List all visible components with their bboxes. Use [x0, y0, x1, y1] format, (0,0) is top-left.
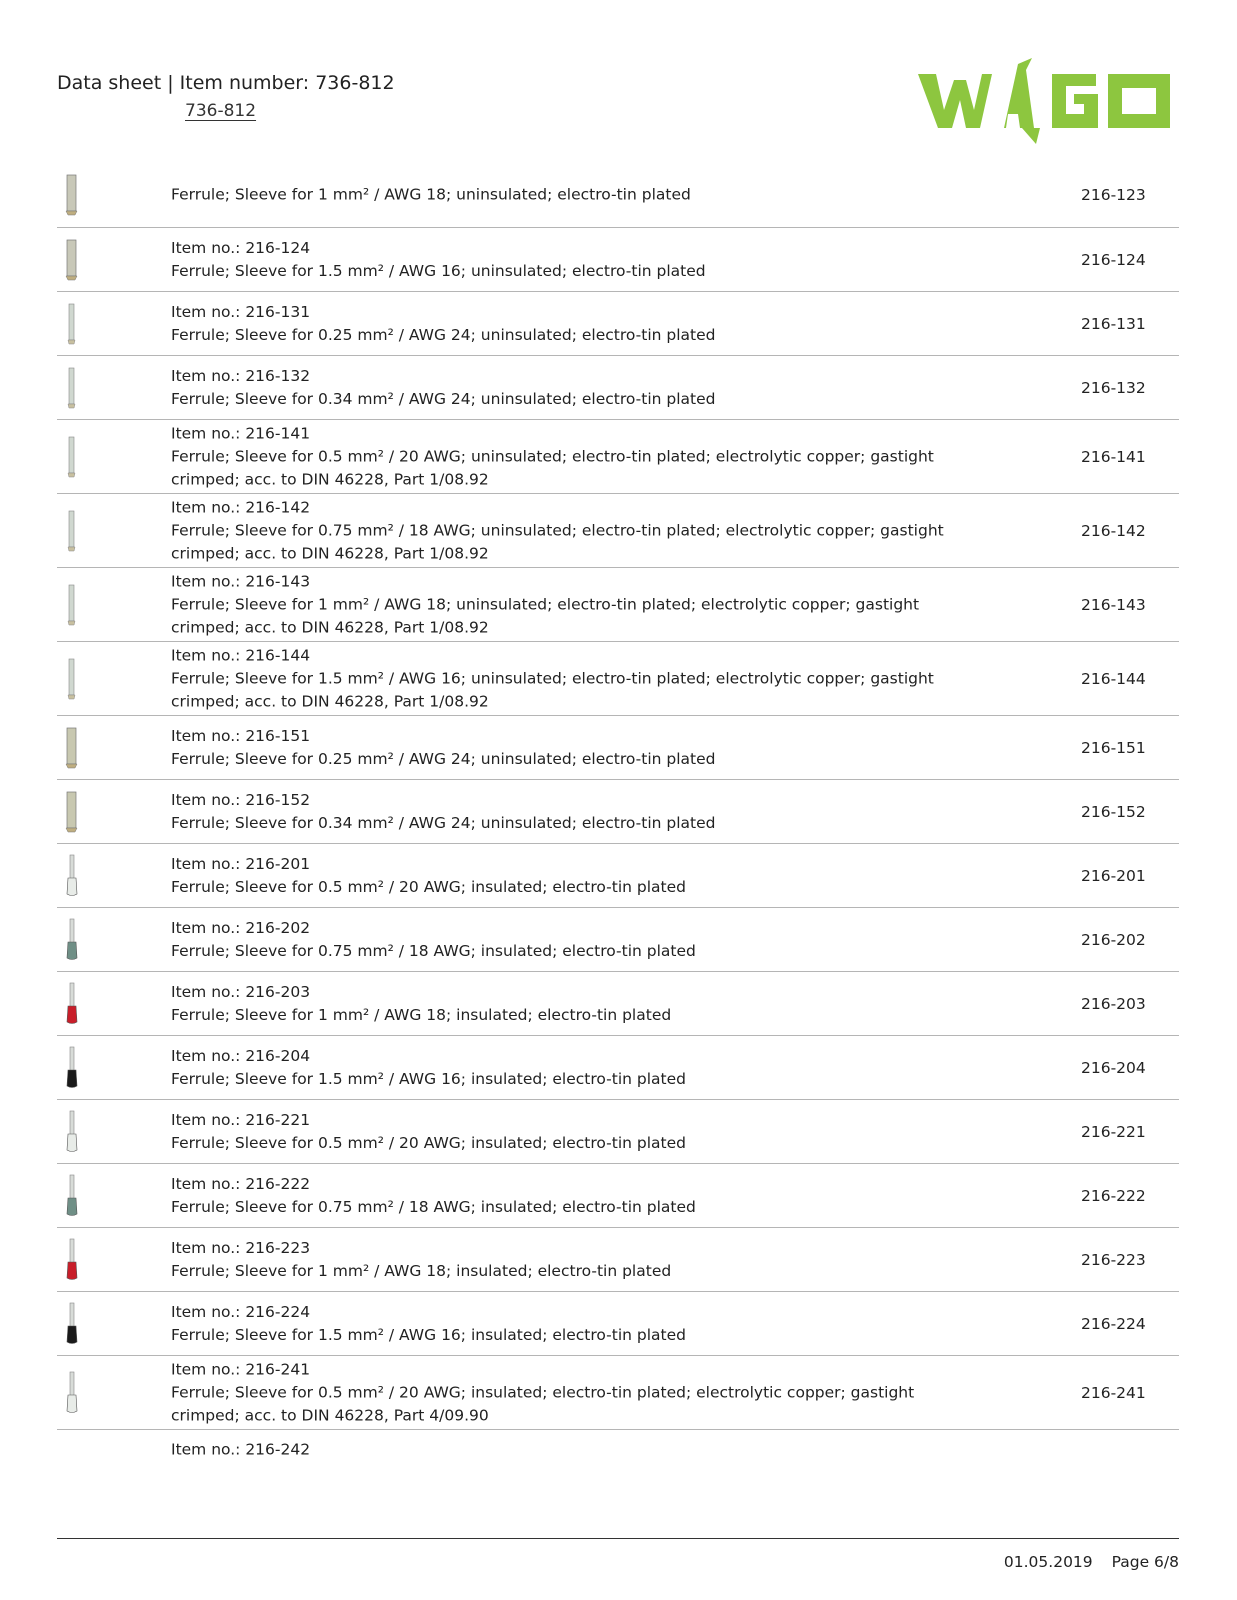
part-number: 216-132 [1081, 378, 1146, 397]
table-row [57, 1036, 1179, 1100]
part-number: 216-223 [1081, 1250, 1146, 1269]
item-description-text: Ferrule; Sleeve for 0.75 mm² / 18 AWG; insulated; electro-tin plated [171, 1197, 696, 1216]
item-number-label: Item no.: 216-224 [171, 1302, 311, 1321]
item-description [171, 365, 979, 411]
table-row [57, 228, 1179, 292]
table-row [57, 292, 1179, 356]
page-title: Data sheet | Item number: 736-812 [57, 72, 395, 94]
item-number-label: Item no.: 216-143 [171, 572, 311, 590]
ferrule-icon [61, 657, 83, 701]
item-description [171, 1173, 979, 1219]
item-number-label: Item no.: 216-151 [171, 726, 311, 745]
part-number: 216-124 [1081, 250, 1146, 269]
item-number-label: Item no.: 216-221 [171, 1110, 311, 1129]
part-number: 216-131 [1081, 314, 1146, 333]
item-description [171, 644, 979, 713]
ferrule-icon [61, 302, 83, 346]
part-number: 216-123 [1081, 185, 1146, 204]
ferrule-icon [61, 509, 83, 553]
item-number-label: Item no.: 216-144 [171, 646, 311, 664]
part-number: 216-152 [1081, 802, 1146, 821]
table-row [57, 908, 1179, 972]
item-description-text: Ferrule; Sleeve for 1.5 mm² / AWG 16; uninsulated; electro-tin plated; electrolytic copper; gastight crimped; acc. to DIN 46228, Part 1/08.92 [171, 669, 934, 710]
table-row [57, 716, 1179, 780]
part-number: 216-144 [1081, 669, 1146, 688]
table-row [57, 1164, 1179, 1228]
part-number: 216-202 [1081, 930, 1146, 949]
item-description-text: Ferrule; Sleeve for 1 mm² / AWG 18; insulated; electro-tin plated [171, 1261, 672, 1280]
table-row [57, 420, 1179, 494]
item-description-text: Ferrule; Sleeve for 0.5 mm² / 20 AWG; uninsulated; electro-tin plated; electrolytic copper; gastight crimped; acc. to DIN 46228, Part 1/08.92 [171, 447, 934, 488]
item-description-text: Ferrule; Sleeve for 1 mm² / AWG 18; uninsulated; electro-tin plated [171, 185, 691, 203]
table-row [57, 494, 1179, 568]
table-row [57, 972, 1179, 1036]
table-row [57, 1292, 1179, 1356]
ferrule-icon [61, 366, 83, 410]
item-description [171, 422, 979, 491]
item-description-text: Ferrule; Sleeve for 0.25 mm² / AWG 24; uninsulated; electro-tin plated [171, 325, 716, 344]
item-description [171, 496, 979, 565]
ferrule-icon [61, 854, 83, 898]
table-row [57, 844, 1179, 908]
item-description-text: Ferrule; Sleeve for 1.5 mm² / AWG 16; insulated; electro-tin plated [171, 1325, 686, 1344]
part-number: 216-222 [1081, 1186, 1146, 1205]
item-description [171, 981, 979, 1027]
item-description-text: Ferrule; Sleeve for 1 mm² / AWG 18; uninsulated; electro-tin plated; electrolytic copper; gastight crimped; acc. to DIN 46228, Part 1/08.92 [171, 595, 920, 636]
item-number-label: Item no.: 216-124 [171, 238, 311, 257]
footer [990, 1553, 1179, 1571]
part-number: 216-151 [1081, 738, 1146, 757]
ferrule-icon [61, 1110, 83, 1154]
wago-logo [918, 58, 1176, 144]
ferrule-icon [61, 790, 83, 834]
table-row [57, 356, 1179, 420]
part-number: 216-221 [1081, 1122, 1146, 1141]
item-number-label: Item no.: 216-131 [171, 302, 311, 321]
item-description-text: Ferrule; Sleeve for 0.34 mm² / AWG 24; uninsulated; electro-tin plated [171, 389, 716, 408]
item-number-label: Item no.: 216-142 [171, 498, 311, 516]
item-description [171, 1301, 979, 1347]
item-description [171, 917, 979, 963]
item-list [57, 162, 1179, 1470]
part-number: 216-241 [1081, 1383, 1146, 1402]
item-description [171, 237, 979, 283]
ferrule-icon [61, 1174, 83, 1218]
part-number: 216-201 [1081, 866, 1146, 885]
item-number-label: Item no.: 216-242 [171, 1440, 311, 1459]
footer-date: 01.05.2019 [1003, 1553, 1093, 1571]
item-description-text: Ferrule; Sleeve for 0.25 mm² / AWG 24; uninsulated; electro-tin plated [171, 749, 716, 768]
item-number-label: Item no.: 216-241 [171, 1360, 311, 1378]
table-row [57, 642, 1179, 716]
item-description-text: Ferrule; Sleeve for 1.5 mm² / AWG 16; uninsulated; electro-tin plated [171, 261, 706, 280]
item-number-label: Item no.: 216-222 [171, 1174, 311, 1193]
item-description-text: Ferrule; Sleeve for 0.5 mm² / 20 AWG; insulated; electro-tin plated [171, 1133, 686, 1152]
ferrule-icon [61, 918, 83, 962]
item-description-text: Ferrule; Sleeve for 0.34 mm² / AWG 24; uninsulated; electro-tin plated [171, 813, 716, 832]
table-row [57, 1356, 1179, 1430]
item-number-label: Item no.: 216-152 [171, 790, 311, 809]
item-description [171, 789, 979, 835]
ferrule-icon [61, 982, 83, 1026]
item-number-label: Item no.: 216-223 [171, 1238, 311, 1257]
part-number: 216-204 [1081, 1058, 1146, 1077]
table-row [57, 568, 1179, 642]
part-number: 216-142 [1081, 521, 1146, 540]
part-number: 216-203 [1081, 994, 1146, 1013]
part-number: 216-143 [1081, 595, 1146, 614]
item-description [171, 853, 979, 899]
item-description-text: Ferrule; Sleeve for 0.75 mm² / 18 AWG; insulated; electro-tin plated [171, 941, 696, 960]
item-description-text: Ferrule; Sleeve for 1.5 mm² / AWG 16; insulated; electro-tin plated [171, 1069, 686, 1088]
ferrule-icon [61, 583, 83, 627]
item-number-link[interactable]: 736-812 [185, 101, 257, 121]
footer-divider [57, 1538, 1179, 1539]
item-number-label: Item no.: 216-132 [171, 366, 311, 385]
item-description [171, 1045, 979, 1091]
item-number-label: Item no.: 216-202 [171, 918, 311, 937]
item-number-label: Item no.: 216-201 [171, 854, 311, 873]
footer-page: Page 6/8 [1111, 1553, 1179, 1571]
item-description [171, 725, 979, 771]
part-number: 216-224 [1081, 1314, 1146, 1333]
item-description [171, 183, 979, 206]
item-number-label: Item no.: 216-203 [171, 982, 311, 1001]
item-description [171, 570, 979, 639]
table-row [57, 1100, 1179, 1164]
ferrule-icon [61, 238, 83, 282]
table-row [57, 780, 1179, 844]
item-description [171, 1237, 979, 1283]
item-description-text: Ferrule; Sleeve for 0.5 mm² / 20 AWG; insulated; electro-tin plated; electrolytic copper; gastight crimped; acc. to DIN 46228, Part 4/09.90 [171, 1383, 915, 1424]
item-description-text: Ferrule; Sleeve for 1 mm² / AWG 18; insulated; electro-tin plated [171, 1005, 672, 1024]
ferrule-icon [61, 1302, 83, 1346]
item-description-text: Ferrule; Sleeve for 0.75 mm² / 18 AWG; uninsulated; electro-tin plated; electrolytic copper; gastight crimped; acc. to DIN 46228, Part 1/08.92 [171, 521, 944, 562]
ferrule-icon [61, 1238, 83, 1282]
item-description-text: Ferrule; Sleeve for 0.5 mm² / 20 AWG; insulated; electro-tin plated [171, 877, 686, 896]
item-number-label: Item no.: 216-141 [171, 424, 311, 442]
table-row [57, 1430, 1179, 1470]
ferrule-icon [61, 726, 83, 770]
ferrule-icon [61, 1046, 83, 1090]
part-number: 216-141 [1081, 447, 1146, 466]
ferrule-icon [61, 1371, 83, 1415]
table-row [57, 162, 1179, 228]
ferrule-icon [61, 173, 83, 217]
item-description [171, 1109, 979, 1155]
item-number-label: Item no.: 216-204 [171, 1046, 311, 1065]
ferrule-icon [61, 435, 83, 479]
table-row [57, 1228, 1179, 1292]
item-description [171, 1358, 979, 1427]
item-description [171, 301, 979, 347]
